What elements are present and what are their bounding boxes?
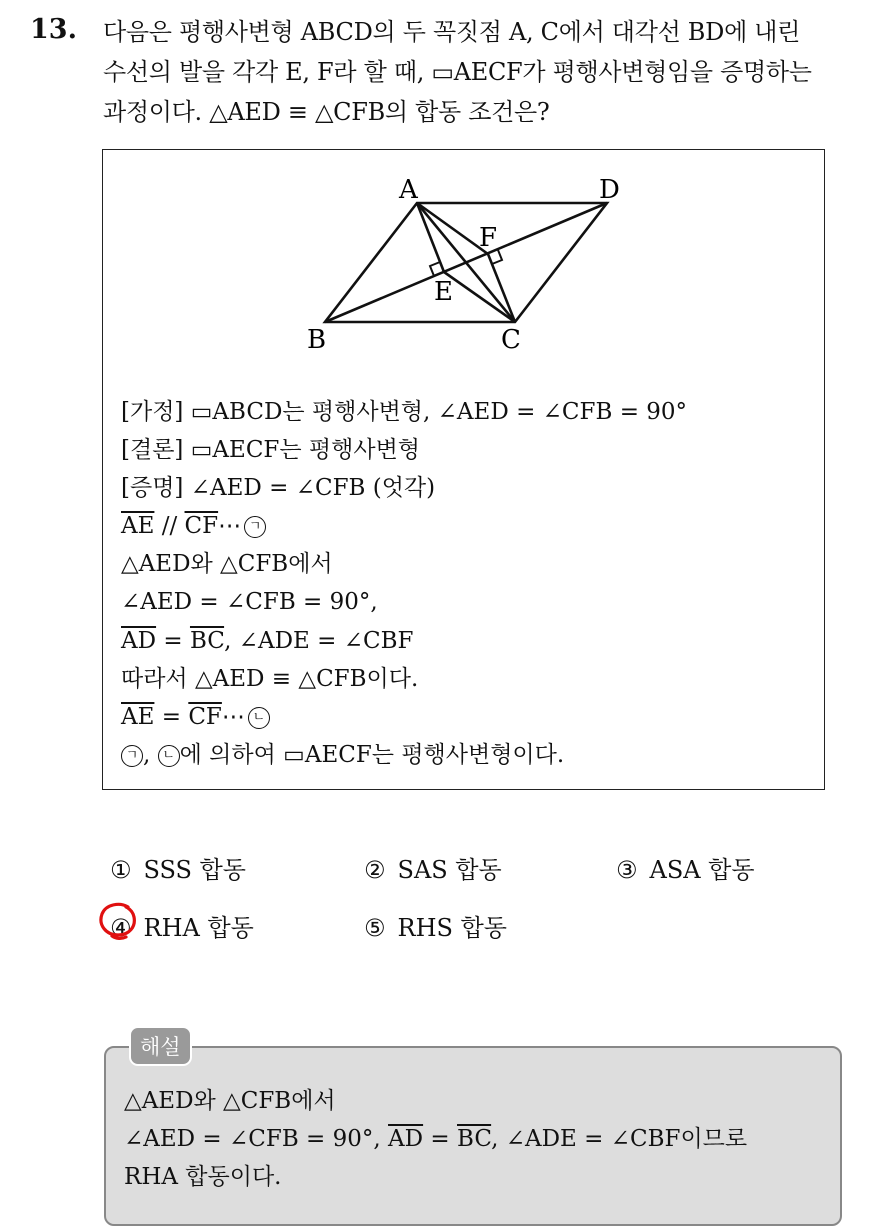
segment-cf-text: $\overline{CF}$ — [184, 513, 219, 540]
proof-line: $\overline{AD} = \overline{BC}$, ∠ADE = ∠CBF — [121, 627, 414, 654]
segment-ae-text: $\overline{AE}$ — [121, 513, 155, 540]
proof-line: [가정] ▭ABCD는 평행사변형, ∠AED = ∠CFB = 90° — [121, 399, 688, 425]
question-line: 과정이다. △AED ≡ △CFB의 합동 조건은? — [103, 98, 550, 126]
proof-text — [121, 393, 687, 774]
label-e: E — [434, 277, 453, 307]
diagonal-ac — [417, 203, 515, 322]
choice-marker: ② — [364, 856, 386, 884]
parallelogram-figure — [293, 170, 633, 370]
solution-tag: 해설 — [129, 1026, 192, 1066]
proof-line: $\overline{AE}$ // $\overline{CF}\cdots$ ㄱ — [121, 507, 687, 545]
segment-bc-text: $\overline{BC}$ — [189, 627, 225, 654]
question-line: 다음은 평행사변형 ABCD의 두 꼭짓점 A, C에서 대각선 BD에 내린 — [103, 18, 801, 46]
solution-text — [124, 1082, 829, 1196]
choice-marker: ⑤ — [364, 914, 386, 942]
proof-line: ∠AED = ∠CFB = 90°, — [121, 589, 378, 616]
segment-ad-text: $\overline{AD}$ — [121, 627, 157, 654]
choice-label: RHS 합동 — [397, 914, 507, 942]
label-a: A — [399, 175, 418, 205]
choice-4[interactable] — [110, 908, 254, 943]
proof-box — [102, 149, 825, 790]
circled-mark-2: ㄴ — [158, 745, 180, 767]
segment-cf-text: $\overline{CF}$ — [188, 703, 222, 730]
proof-line: △AED와 △CFB에서 — [121, 551, 333, 578]
circled-mark-2: ㄴ — [248, 707, 270, 729]
choice-label: RHA 합동 — [143, 914, 254, 942]
red-circle-answer-mark — [98, 901, 140, 941]
proof-line: 따라서 △AED ≡ △CFB이다. — [121, 665, 419, 692]
choice-2[interactable] — [364, 850, 502, 885]
solution-line: ∠AED = ∠CFB = 90°, $\overline{AD} = \overline{BC}$, ∠ADE = ∠CBF이므로 — [124, 1126, 748, 1152]
choice-marker: ③ — [616, 856, 638, 884]
label-d: D — [599, 175, 620, 205]
label-c: C — [501, 325, 521, 355]
choice-marker: ④ — [110, 914, 132, 942]
proof-line: [결론] ▭AECF는 평행사변형 — [121, 437, 420, 464]
choice-label: SSS 합동 — [143, 856, 246, 884]
proof-line: [증명] ∠AED = ∠CFB (엇각) — [121, 475, 436, 502]
circled-mark-1: ㄱ — [244, 516, 266, 538]
question-line: 수선의 발을 각각 E, F라 할 때, ▭AECF가 평행사변형임을 증명하는 — [103, 58, 812, 86]
segment-ae-text: $\overline{AE}$ — [121, 703, 155, 730]
choice-3[interactable] — [616, 850, 755, 885]
circled-mark-1: ㄱ — [121, 745, 143, 767]
question-number: 13. — [30, 14, 77, 45]
question-text — [103, 12, 873, 132]
choice-5[interactable] — [364, 908, 507, 943]
proof-line: $\overline{AE}$ = $\overline{CF}\cdots$ ㄴ — [121, 698, 687, 736]
solution-box — [104, 1035, 842, 1226]
solution-line: △AED와 △CFB에서 — [124, 1088, 336, 1114]
solution-line: RHA 합동이다. — [124, 1164, 282, 1190]
choice-label: ASA 합동 — [649, 856, 755, 884]
label-f: F — [479, 223, 498, 253]
label-b: B — [307, 325, 327, 355]
segment-ad-text: $\overline{AD}$ — [388, 1126, 424, 1152]
choice-label: SAS 합동 — [397, 856, 502, 884]
choice-1[interactable] — [110, 850, 246, 885]
segment-bc-text: $\overline{BC}$ — [457, 1126, 492, 1152]
choice-marker: ① — [110, 856, 132, 884]
proof-line: ㄱ , ㄴ 에 의하여 ▭AECF는 평행사변형이다. — [121, 736, 687, 774]
